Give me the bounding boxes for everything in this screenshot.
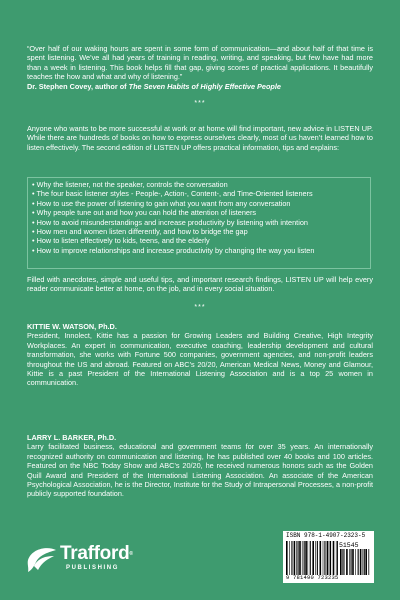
bullet-item: • How to use the power of listening to gain what you want from any conversation — [32, 198, 291, 208]
quote-text: “Over half of our waking hours are spent in some form of communication—and about half of that time is spent listening. We’ve all had years of training in reading, writing, and speaking, but few have had more than a week in listening. This book helps fill that gap, giving scores of practical applications. It beautifully teaches the how and what and why of listening.” — [27, 44, 373, 82]
price-code: 51545 — [339, 542, 359, 549]
author-bio-text-watson: President, Innolect, Kittie has a passion for Growing Leaders and Building Creative, High Integrity Workplaces. An expert in communication, executive coaching, leadership development and cultural transformation, she works with Fortune 500 companies, government agencies, and non-profit leaders throughout the US and abroad. Featured on ABC’s 20/20, American Medical News, Money and Glamour, Kittie is a past President of the International Listening Association and is a top 25 women in communication. — [27, 331, 373, 388]
separator-2: *** — [194, 304, 206, 311]
author-bio-barker — [27, 433, 373, 499]
barcode-bars — [286, 541, 338, 575]
quote-author-credit: , author of — [90, 81, 129, 91]
barcode-digits: 9 781490 723235 — [286, 574, 339, 581]
closing-paragraph: Filled with anecdotes, simple and useful tips, and important research findings, LISTEN UP will help every reader communicate better at home, on the job, and in every social situation. — [27, 275, 373, 294]
author-name-barker: LARRY L. BARKER, Ph.D. — [27, 433, 117, 442]
bullet-item: • How men and women listen differently, and how to bridge the gap — [32, 227, 248, 237]
separator-1: *** — [194, 100, 206, 107]
publisher-tagline: PUBLISHING — [66, 565, 120, 571]
bullet-list — [27, 177, 371, 269]
price-barcode-bars — [340, 549, 370, 575]
bullet-item: • How to avoid misunderstandings and increase productivity by listening with intention — [32, 217, 308, 227]
bullet-item: • How to listen effectively to kids, teens, and the elderly — [32, 236, 210, 246]
quote-author-book: The Seven Habits of Highly Effective People — [128, 81, 281, 91]
bullet-item: • Why the listener, not the speaker, controls the conversation — [32, 180, 228, 189]
bullet-item: • Why people tune out and how you can hold the attention of listeners — [32, 208, 257, 218]
bullet-item: • The four basic listener styles - People-, Action-, Content-, and Time-Oriented listeners — [32, 189, 313, 199]
trafford-leaf-icon — [26, 544, 58, 574]
endorsement-quote — [27, 44, 373, 91]
publisher-name: Trafford® — [60, 543, 133, 564]
bullet-item: • How to improve relationships and increase productivity by changing the way you listen — [32, 245, 315, 255]
author-bio-text-barker: Larry facilitated business, educational and government teams for over 35 years. An internationally recognized authority on communication and listening, he has published over 40 books and 100 articles. Featured on the NBC Today Show and ABC’s 20/20, he received numerous honors such as the Golden Quill Award and President of the International Listening Association. An associate of the American Psychological Association, he is the Director, Institute for the Study of Intrapersonal Processes, a non-profit publicly supported foundation. — [27, 442, 373, 499]
quote-author: Dr. Stephen Covey — [27, 81, 91, 91]
intro-paragraph: Anyone who wants to be more successful at work or at home will find important, new advice in LISTEN UP. While there are hundreds of books on how to express ourselves clearly, most of us haven’t learned how to listen effectively. The second edition of LISTEN UP offers practical information, tips and explains: — [27, 124, 373, 152]
isbn-barcode — [283, 531, 374, 583]
isbn-text: ISBN 978-1-4907-2323-5 — [286, 532, 366, 539]
author-name-watson: KITTIE W. WATSON, Ph.D. — [27, 322, 117, 331]
publisher-logo — [26, 540, 166, 580]
author-bio-watson — [27, 322, 373, 388]
